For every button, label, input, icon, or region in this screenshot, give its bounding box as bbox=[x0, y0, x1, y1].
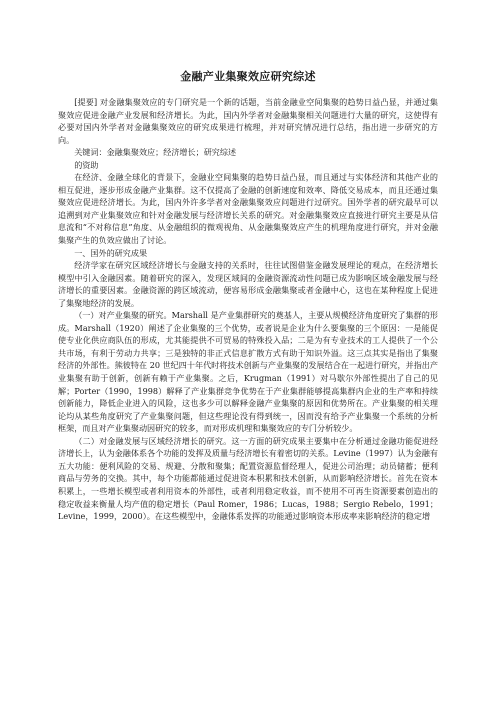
body-paragraph: （一）对产业集聚的研究。Marshall 是产业集群研究的奠基人，主要从规模经济角度研究了集群的形成。Marshall（1920）阐述了企业集聚的三个优势，或者说是企业为什么要集聚的三个原因：一是能促使专业化供应商队伍的形成，尤其能提供不可贸易的特殊投入品；二是为有专业技术的工人提供了一个公共市场，有利于劳动力共享；三是独特的非正式信息扩散方式有助于知识外溢。这三点其实是指出了集聚经济的外部性。熊彼特在 20 世纪四十年代时将技术创新与产业集聚的发展结合在一起进行研究，并指出产业集聚有助于创新，创新有赖于产业集聚。之后，Krugman（1991）对马歇尔外部性提出了自己的见解；Porter（1990，1998）解释了产业集群竞争优势在于产业集群能够提高集群内企业的生产率和持续创新能力，降低企业进入的风险，这也多少可以解释金融产业集聚的原因和优势所在。产业集聚的相关理论均从某些角度研究了产业集聚问题，但这些理论没有得到统一，因而没有给予产业集聚一个系统的分析框架，而且对产业集聚动因研究的较多，而对形成机理和集聚效应的专门分析较少。 bbox=[58, 310, 438, 434]
body-paragraph: 经济学家在研究区域经济增长与金融支持的关系时，往往试图借鉴金融发展理论的观点，在经济增长模型中引入金融因素。随着研究的深入，发现区域间的金融资源流动性问题已成为影响区域金融发展与经济增长的重要因素。金融资源的跨区域流动，便容易形成金融集聚或者金融中心，这也在某种程度上促进了集聚地经济的发展。 bbox=[58, 260, 438, 308]
funding-line: 的资助 bbox=[74, 159, 99, 170]
section-heading: 一、国外的研究成果 bbox=[74, 247, 148, 258]
abstract-paragraph: [提要] 对金融集聚效应的专门研究是一个新的话题，当前金融业空间集聚的趋势日益凸显，并通过集聚效应促进金融产业发展和经济增长。为此，国内外学者对金融集聚相关问题进行大量的研究，这使得有必要对国内外学者对金融集聚效应的研究成果进行梳理，并对研究情况进行总结，指出进一步研究的方向。 bbox=[58, 97, 438, 145]
intro-paragraph: 在经济、金融全球化的背景下，金融业空间集聚的趋势日益凸显，而且通过与实体经济和其他产业的相互促进，逐步形成金融产业集群。这不仅提高了金融的创新速度和效率、降低交易成本，而且还通过集聚效应促进经济增长。为此，国内外许多学者对金融集聚效应问题进行过研究。国外学者的研究最早可以追溯到对产业集聚效应和针对金融发展与经济增长关系的研究。对金融集聚效应直接进行研究主要是从信息流和“不对称信息”角度、从金融组织的微观视角、从金融集聚效应产生的机理角度进行研究，并对金融集聚产生的负效应做出了讨论。 bbox=[58, 172, 438, 246]
body-paragraph: （二）对金融发展与区域经济增长的研究。这一方面的研究成果主要集中在分析通过金融功能促进经济增长上，认为金融体系各个功能的发挥及质量与经济增长有着密切的关系。Levine（1997）认为金融有五大功能：便利风险的交易、规避、分散和聚集；配置资源监督经理人，促进公司治理；动员储蓄；便利商品与劳务的交换。其中，每个功能都能通过促进资本积累和技术创新，从而影响经济增长。首先在资本积累上，一些增长模型或者利用资本的外部性，或者利用稳定收益，而不使用不可再生资源要素创造出的稳定收益来衡量人均产值的稳定增长（Paul Romer，1986；Lucas，1988；Sergio Rebelo，1991；Levine，1999，2000）。在这些模型中，金融体系发挥的功能通过影响资本形成率来影响经济的稳定增 bbox=[58, 435, 438, 522]
document-title: 金融产业集聚效应研究综述 bbox=[180, 70, 316, 83]
keywords-line: 关键词：金融集聚效应；经济增长；研究综述 bbox=[74, 147, 237, 158]
document-body bbox=[58, 96, 438, 523]
